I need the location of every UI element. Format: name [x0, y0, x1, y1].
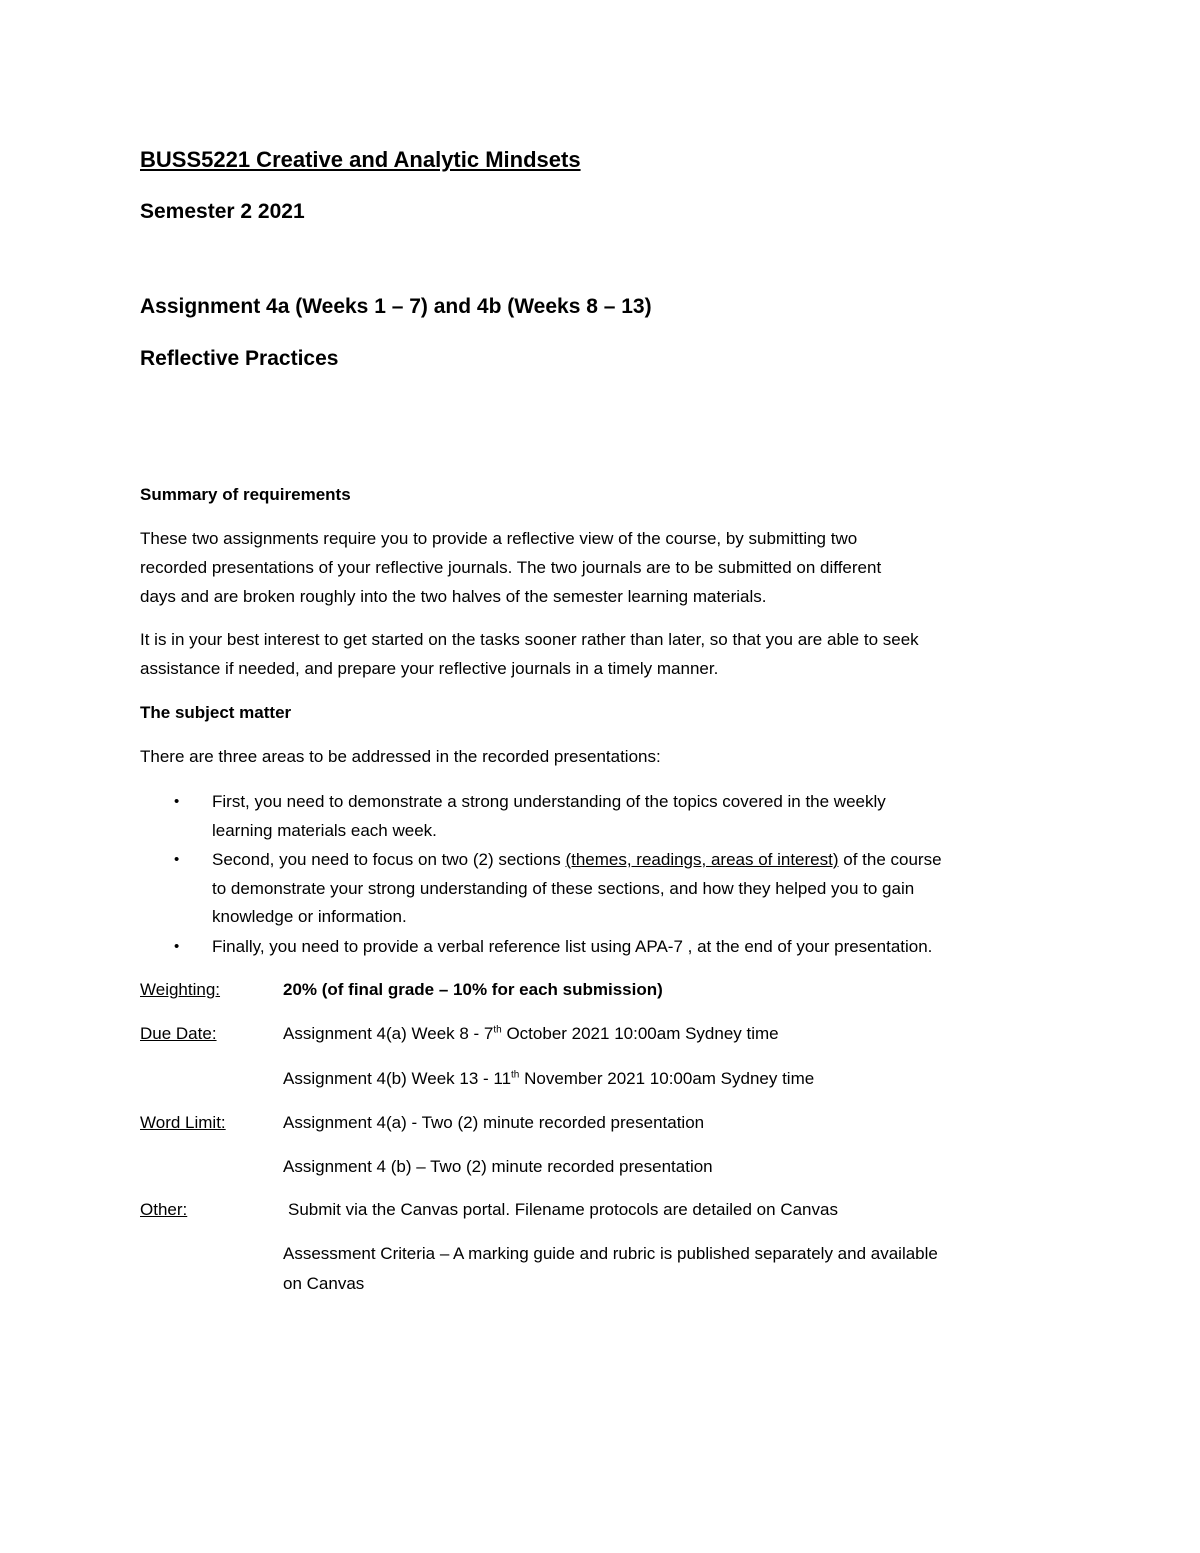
other-criteria-line: Assessment Criteria – A marking guide and rubric is published separately and available — [283, 1244, 938, 1263]
bullet-2-text: of the course — [838, 850, 942, 869]
due-a-text: Assignment 4(a) Week 8 - 7 — [283, 1024, 494, 1043]
bullet-icon: • — [174, 851, 180, 868]
bullet-2-line: to demonstrate your strong understanding of these sections, and how they helped you to gain — [212, 879, 915, 898]
due-b-sup: th — [511, 1069, 520, 1081]
weighting-value: 20% (of final grade – 10% for each submission) — [283, 980, 663, 999]
other-submit: Submit via the Canvas portal. Filename protocols are detailed on Canvas — [288, 1200, 838, 1219]
summary-para1-line: These two assignments require you to provide a reflective view of the course, by submitting two — [140, 529, 858, 548]
summary-para2-line: It is in your best interest to get started on the tasks sooner rather than later, so that you are able to seek — [140, 630, 919, 649]
subject-heading: The subject matter — [140, 703, 292, 722]
bullet-1-line: First, you need to demonstrate a strong understanding of the topics covered in the weekly — [212, 792, 886, 811]
subtitle: Reflective Practices — [140, 347, 339, 370]
bullet-2-underlined: (themes, readings, areas of interest) — [565, 850, 839, 869]
bullet-2-text: Second, you need to focus on two (2) sections — [212, 850, 566, 869]
bullet-2-line — [212, 849, 942, 871]
other-criteria-line: on Canvas — [283, 1274, 365, 1293]
word-limit-label: Word Limit: — [140, 1113, 226, 1132]
bullet-icon: • — [174, 938, 180, 955]
other-label: Other: — [140, 1200, 188, 1219]
word-limit-b: Assignment 4 (b) – Two (2) minute recorded presentation — [283, 1157, 713, 1176]
due-date-b — [283, 1068, 814, 1090]
due-a-sup: th — [493, 1024, 502, 1036]
due-date-a — [283, 1023, 779, 1045]
bullet-3-line: Finally, you need to provide a verbal reference list using APA-7 , at the end of your presentation. — [212, 937, 933, 956]
due-a-text: October 2021 10:00am Sydney time — [501, 1024, 779, 1043]
subject-intro: There are three areas to be addressed in the recorded presentations: — [140, 747, 661, 766]
bullet-1-line: learning materials each week. — [212, 821, 437, 840]
due-date-label: Due Date: — [140, 1024, 217, 1043]
summary-heading: Summary of requirements — [140, 485, 351, 504]
assignment-heading: Assignment 4a (Weeks 1 – 7) and 4b (Weeks 8 – 13) — [140, 295, 652, 318]
weighting-label: Weighting: — [140, 980, 221, 999]
document-title: BUSS5221 Creative and Analytic Mindsets — [140, 147, 581, 172]
semester: Semester 2 2021 — [140, 200, 305, 223]
due-b-text: November 2021 10:00am Sydney time — [519, 1069, 815, 1088]
summary-para1-line: days and are broken roughly into the two halves of the semester learning materials. — [140, 587, 767, 606]
word-limit-a: Assignment 4(a) - Two (2) minute recorded presentation — [283, 1113, 705, 1132]
summary-para1-line: recorded presentations of your reflective journals. The two journals are to be submitted on different — [140, 558, 882, 577]
due-b-text: Assignment 4(b) Week 13 - 11 — [283, 1069, 512, 1088]
summary-para2-line: assistance if needed, and prepare your reflective journals in a timely manner. — [140, 659, 719, 678]
bullet-icon: • — [174, 793, 180, 810]
bullet-2-line: knowledge or information. — [212, 907, 407, 926]
